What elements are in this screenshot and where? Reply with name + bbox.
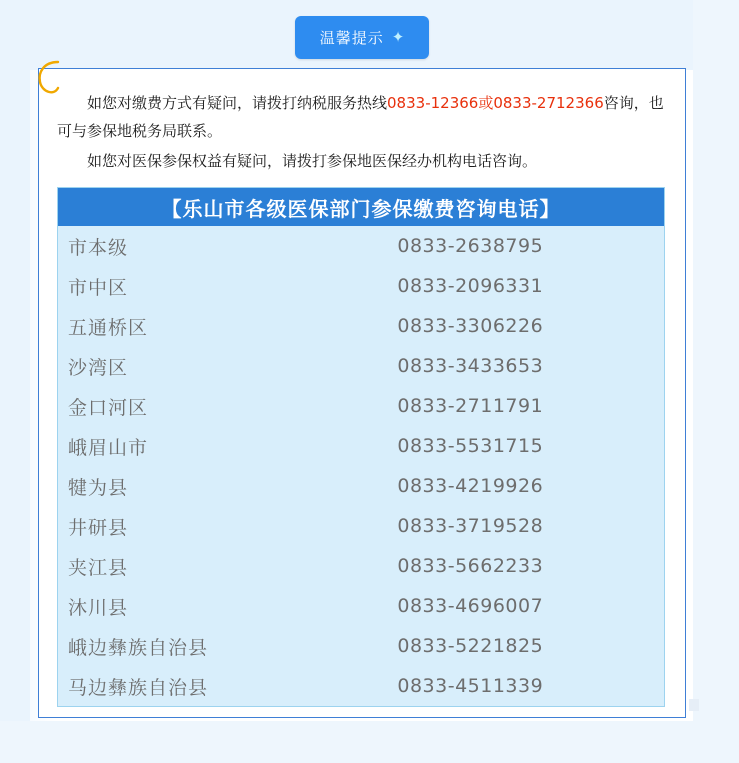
table-row [58,626,664,666]
table-row [58,666,664,706]
table-row [58,426,664,466]
table-cell-region: 市中区 [68,276,129,299]
table-cell-phone: 0833-3433653 [397,355,544,377]
tax-hotline-1: 0833-12366 [387,94,479,112]
table-cell-region: 五通桥区 [68,316,149,339]
table-cell-region: 市本级 [68,236,129,259]
notice-p1-text-b: 咨询，也可与参保地税务局联系。 [57,94,664,140]
decorative-hook-icon [34,58,68,104]
table-row [58,466,664,506]
table-cell-phone: 0833-2638795 [397,235,544,257]
phone-table-header: 【乐山市各级医保部门参保缴费咨询电话】 [58,188,664,226]
table-row [58,506,664,546]
table-cell-phone: 0833-3306226 [397,315,544,337]
notice-p1-conjunction: 或 [478,94,494,112]
table-row [58,226,664,266]
table-row [58,306,664,346]
table-cell-region: 夹江县 [68,556,129,579]
phone-table-grid [58,226,664,706]
table-row [58,586,664,626]
notice-paragraph-2: 如您对医保参保权益有疑问，请拨打参保地医保经办机构电话咨询。 [87,152,538,170]
table-cell-phone: 0833-5662233 [397,555,544,577]
table-cell-phone: 0833-2096331 [397,275,544,297]
page-background-right [693,0,739,763]
table-cell-phone: 0833-5531715 [397,435,544,457]
table-row [58,546,664,586]
table-cell-region: 峨眉山市 [68,436,149,459]
table-row [58,386,664,426]
table-cell-region: 沐川县 [68,596,129,619]
tax-hotline-2: 0833-2712366 [493,94,604,112]
notice-p1-text-a: 如您对缴费方式有疑问，请拨打纳税服务热线 [87,94,388,112]
notice-banner-title: 温馨提示 [319,30,384,47]
table-cell-region: 沙湾区 [68,356,129,379]
table-row [58,266,664,306]
notice-card-body [57,89,667,707]
table-cell-phone: 0833-4511339 [397,675,544,697]
sparkle-icon: ✦ [391,29,405,46]
table-cell-phone: 0833-4696007 [397,595,544,617]
notice-banner [295,16,429,59]
table-cell-phone: 0833-3719528 [397,515,544,537]
notice-card [38,68,686,718]
table-cell-region: 犍为县 [68,476,129,499]
table-cell-region: 马边彝族自治县 [68,676,209,699]
table-row [58,346,664,386]
page-edge-marker [689,699,699,711]
table-cell-phone: 0833-5221825 [397,635,544,657]
table-cell-phone: 0833-4219926 [397,475,544,497]
table-cell-region: 井研县 [68,516,129,539]
notice-paragraph-1 [57,89,667,145]
page-background-bottom [0,721,739,763]
table-cell-region: 金口河区 [68,396,149,419]
phone-table [57,187,665,707]
table-cell-region: 峨边彝族自治县 [68,636,209,659]
table-cell-phone: 0833-2711791 [397,395,544,417]
